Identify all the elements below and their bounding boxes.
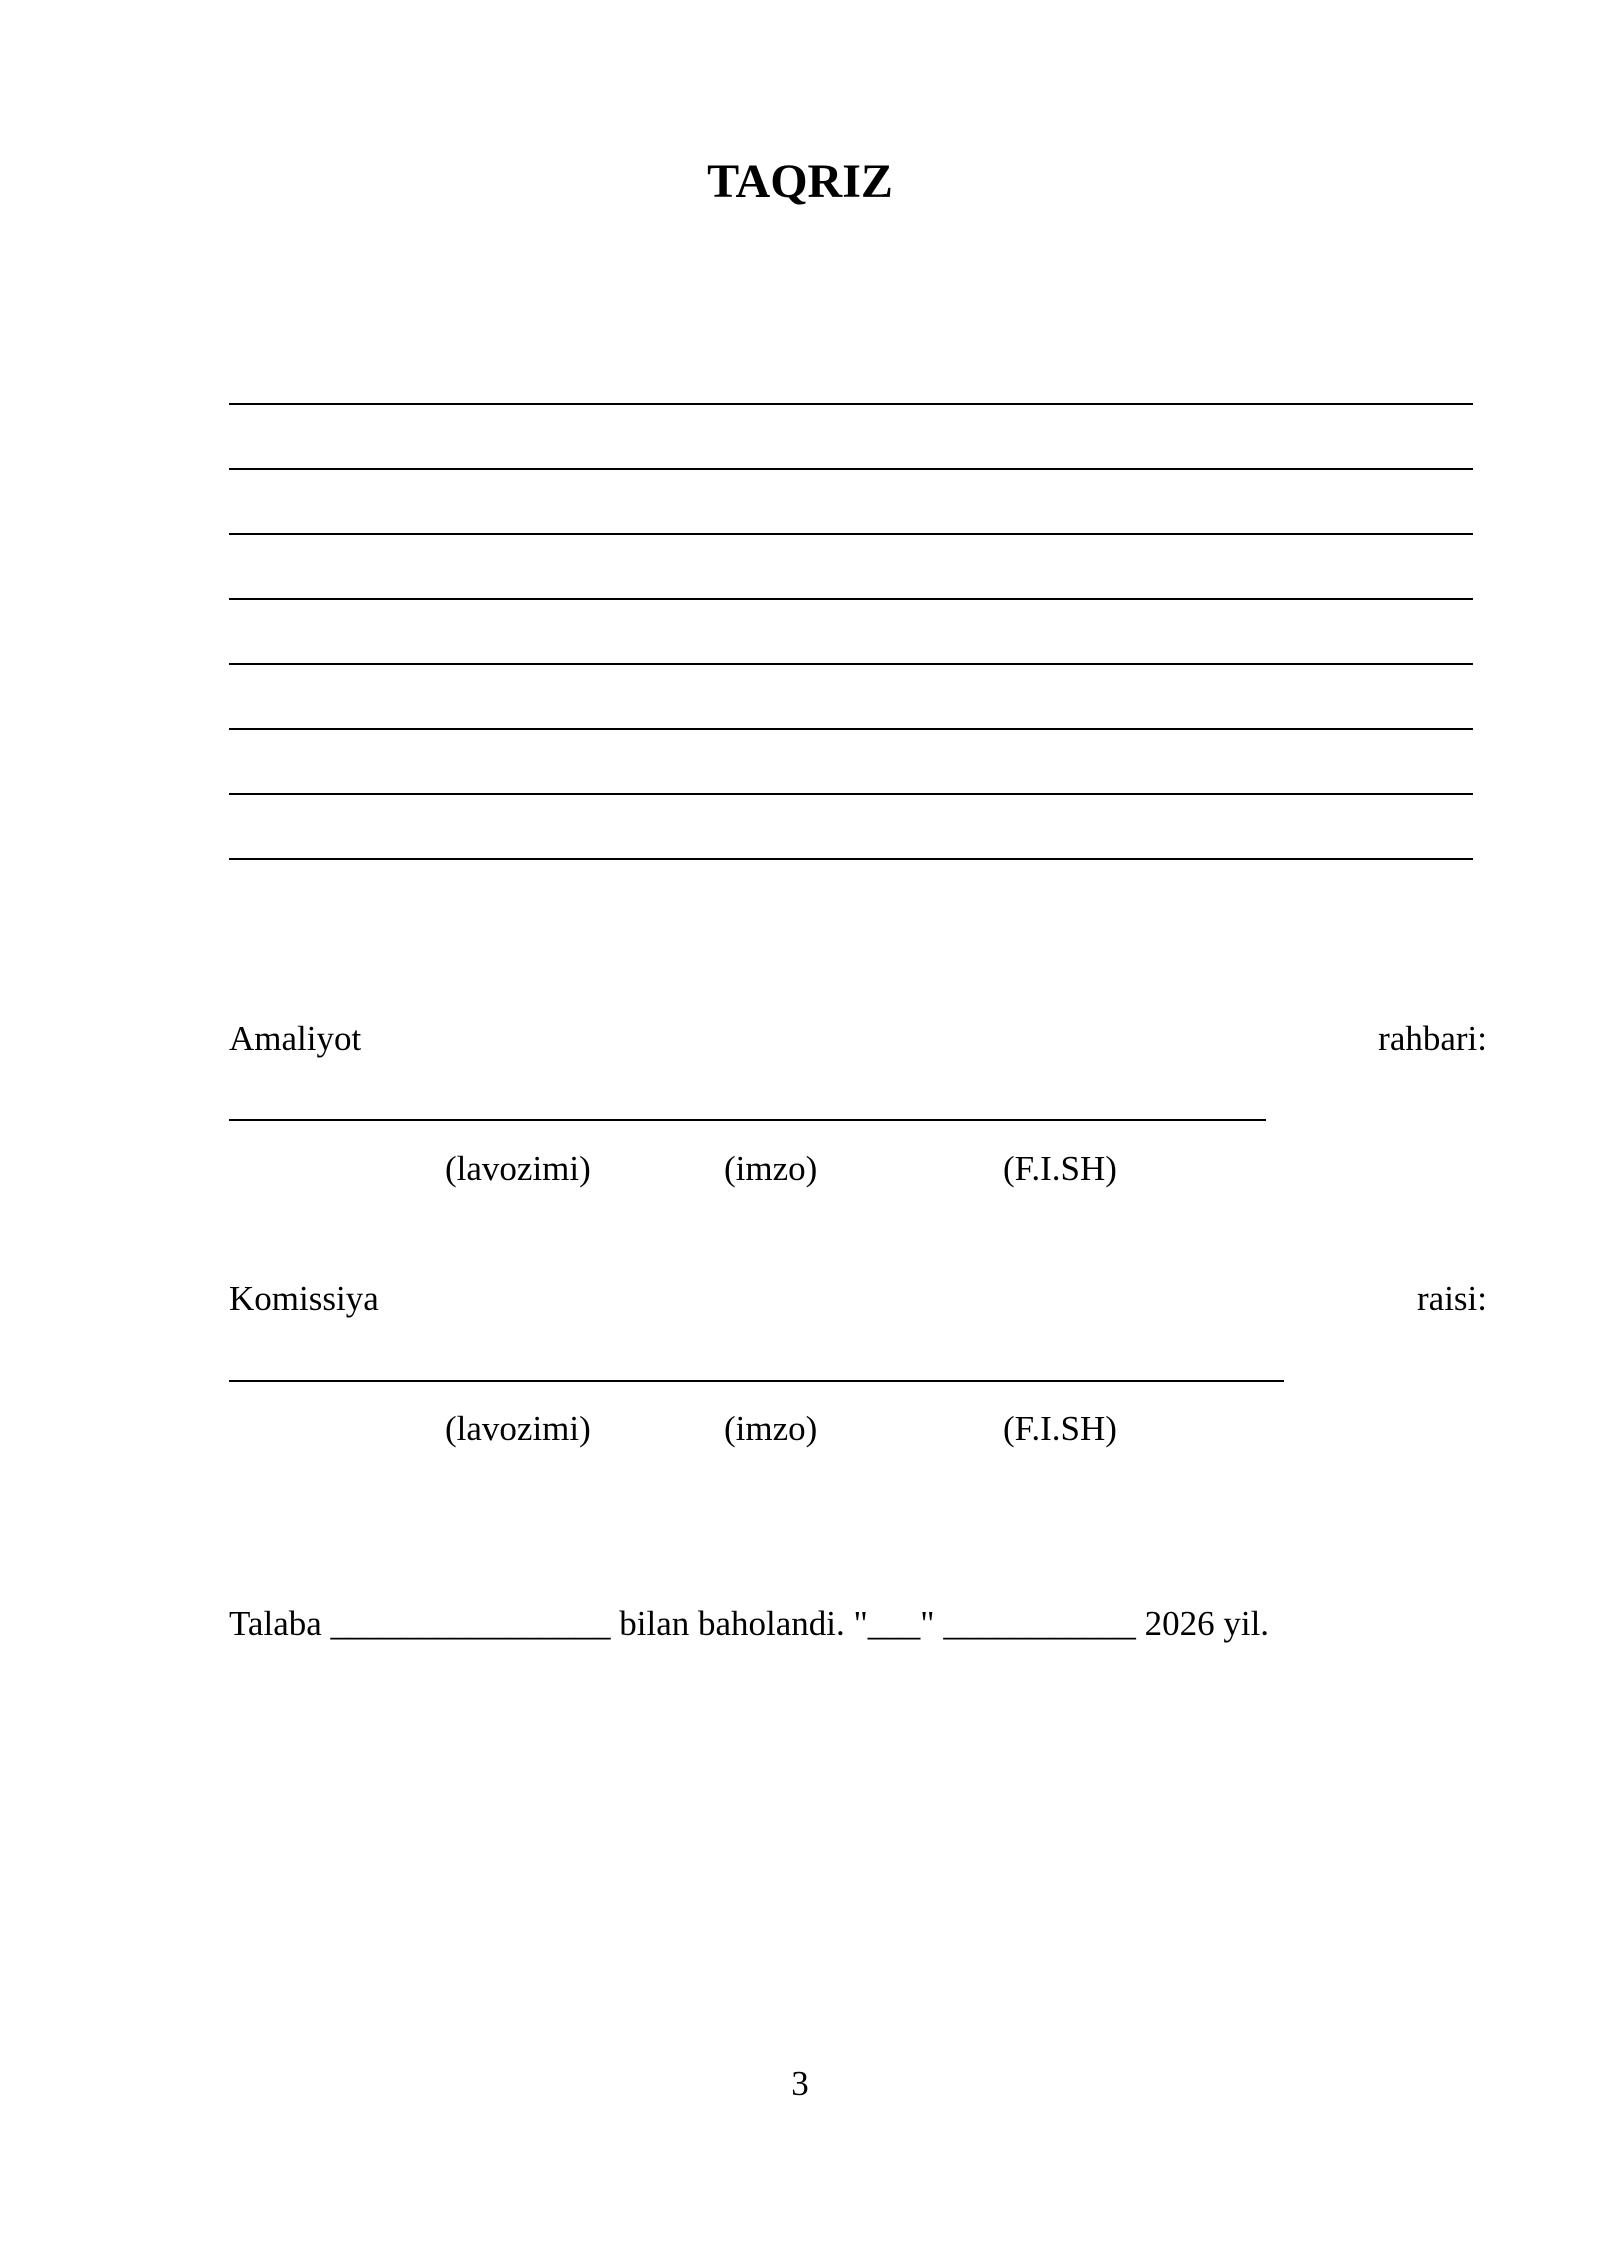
- caption-position: (lavozimi): [445, 1149, 591, 1188]
- blank-line: [229, 858, 1473, 860]
- caption-signature: (imzo): [724, 1149, 818, 1188]
- practice-supervisor-label-left: Amaliyot: [229, 1019, 362, 1058]
- commission-chair-label-left: Komissiya: [229, 1279, 379, 1318]
- commission-chair-label-right: raisi:: [1417, 1279, 1487, 1318]
- grade-statement: Talaba ________________ bilan baholandi. "___" ___________ 2026 yil.: [229, 1604, 1270, 1643]
- blank-line: [229, 663, 1473, 665]
- signature-line: [229, 1119, 1266, 1121]
- blank-line: [229, 598, 1473, 600]
- practice-supervisor-label-right: rahbari:: [1378, 1019, 1487, 1058]
- signature-line: [229, 1380, 1284, 1382]
- blank-line: [229, 403, 1473, 405]
- page-number: 3: [791, 2064, 809, 2103]
- page-title: TAQRIZ: [707, 155, 893, 208]
- caption-full-name: (F.I.SH): [1003, 1149, 1117, 1188]
- blank-line: [229, 793, 1473, 795]
- caption-position: (lavozimi): [445, 1409, 591, 1448]
- blank-line: [229, 468, 1473, 470]
- blank-line: [229, 728, 1473, 730]
- blank-line: [229, 533, 1473, 535]
- caption-full-name: (F.I.SH): [1003, 1409, 1117, 1448]
- caption-signature: (imzo): [724, 1409, 818, 1448]
